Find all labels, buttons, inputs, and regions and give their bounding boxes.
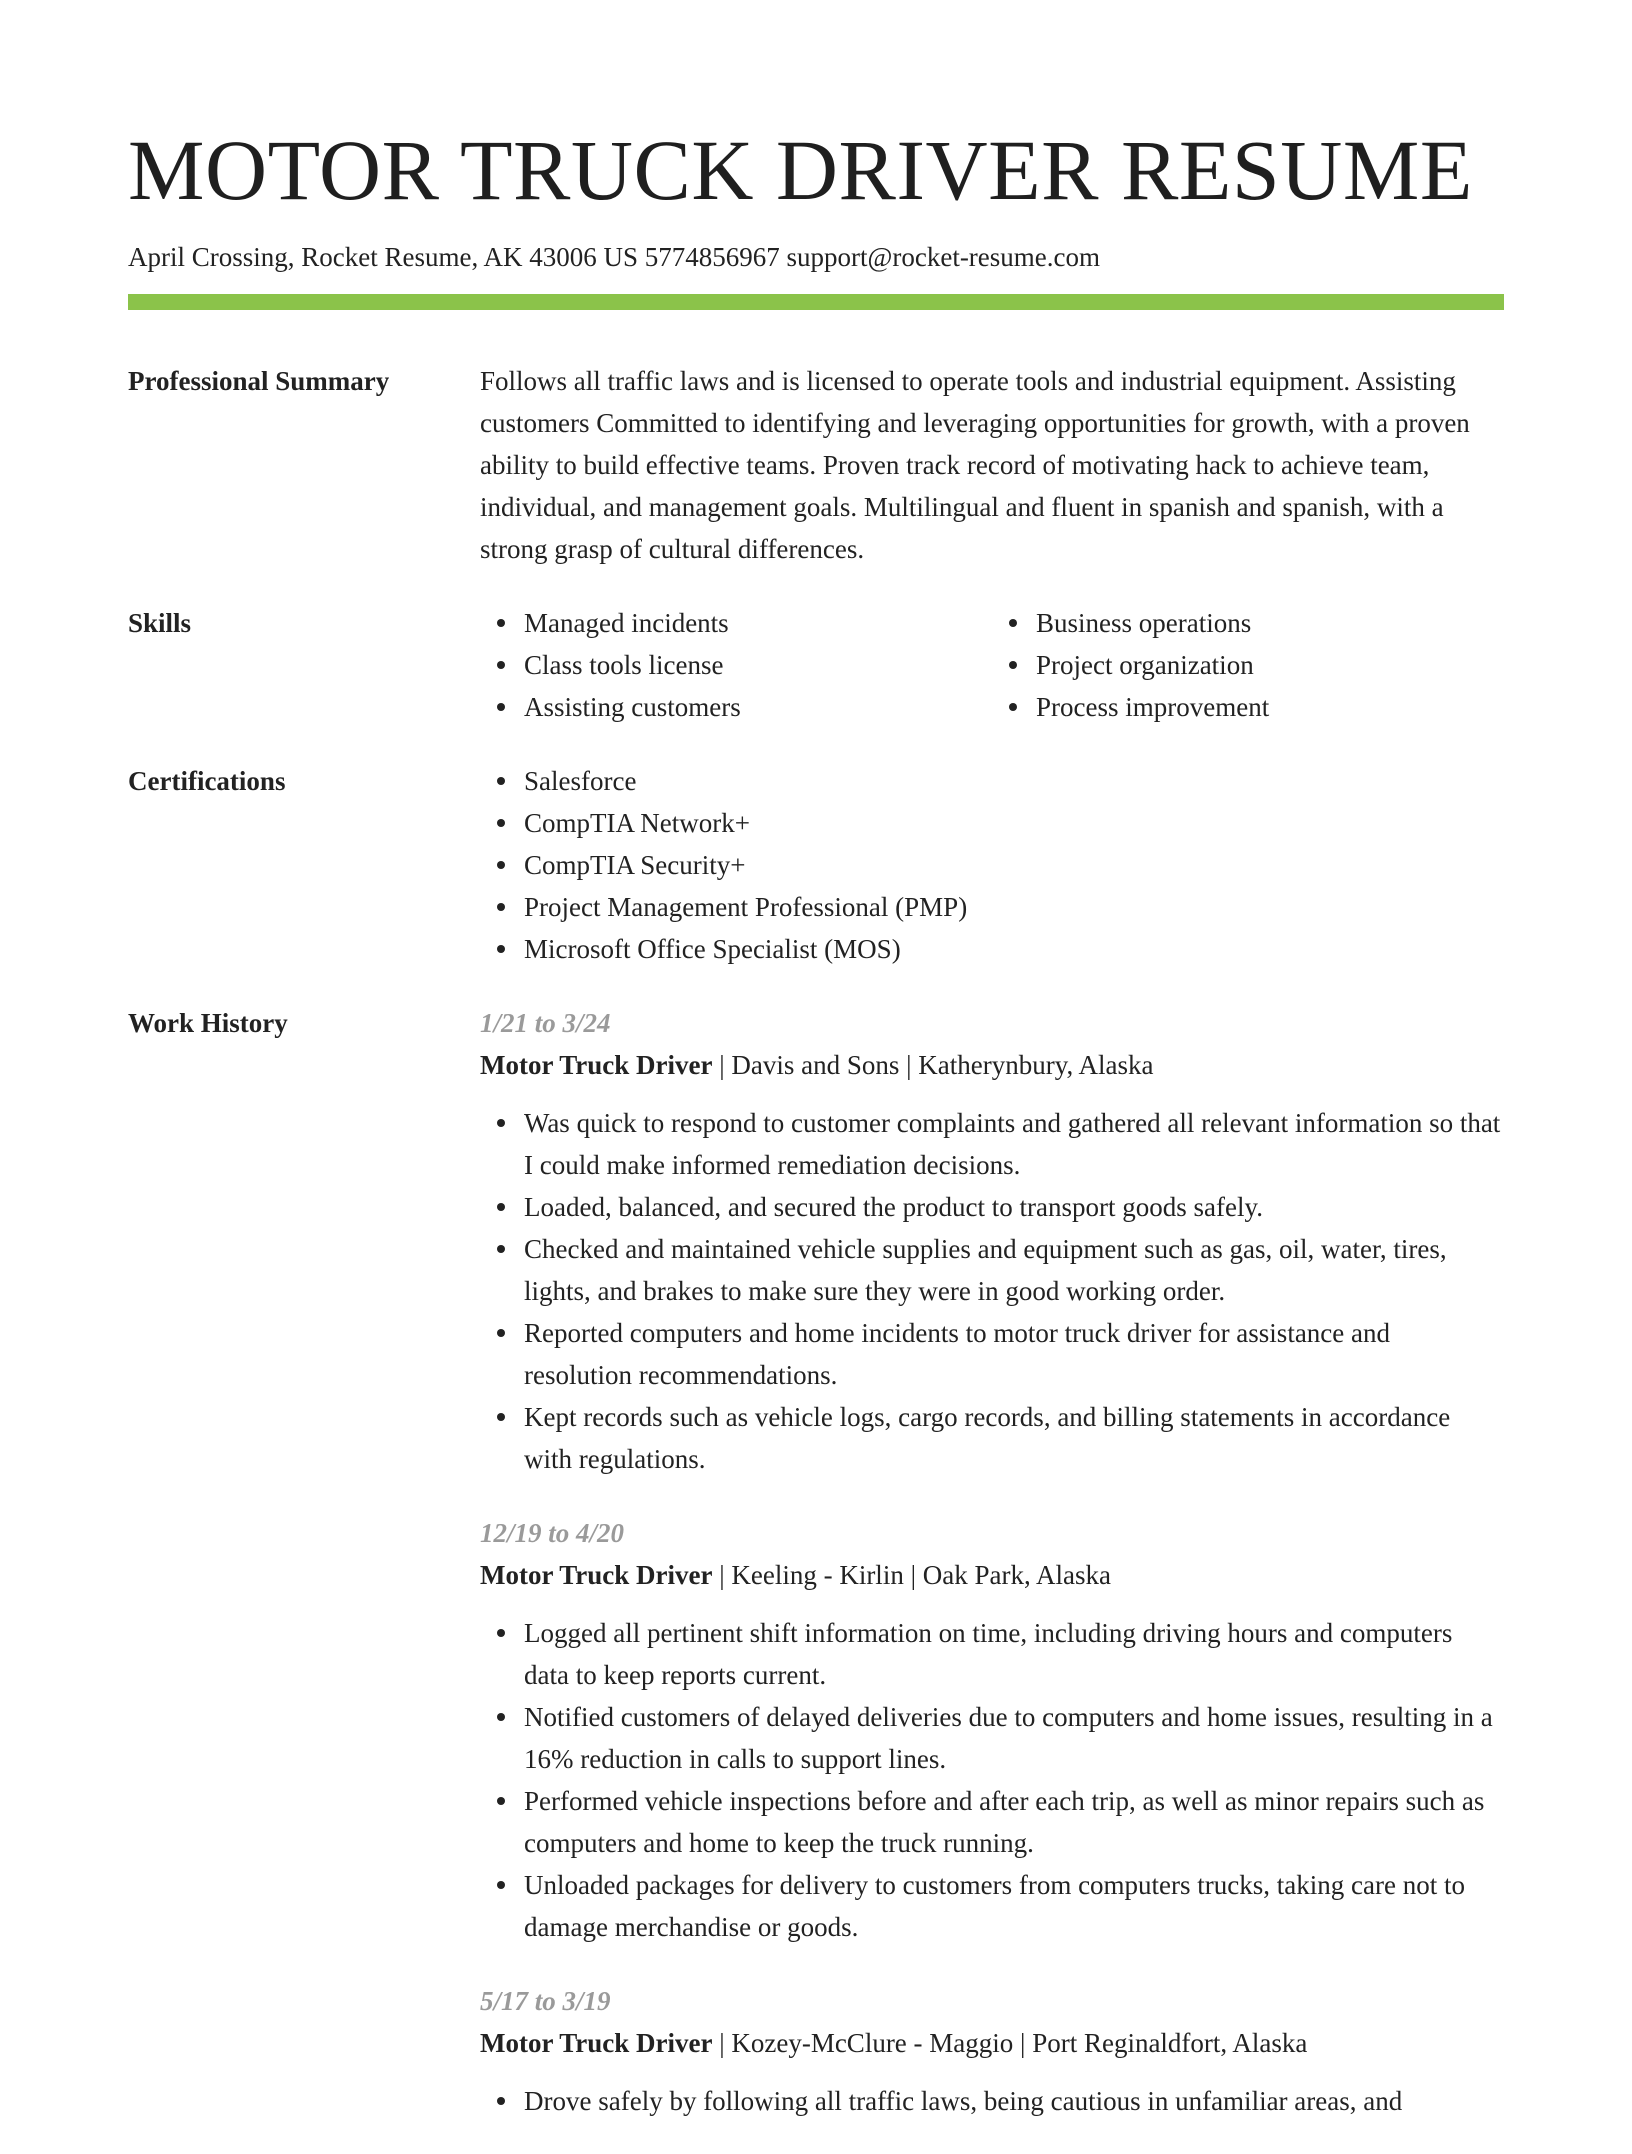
section-label: Certifications [128, 766, 286, 796]
separator: | [899, 1050, 919, 1080]
job-title: Motor Truck Driver [480, 1560, 713, 1590]
section-label: Professional Summary [128, 366, 390, 396]
certifications-list [480, 760, 1504, 970]
job-bullet: Reported computers and home incidents to motor truck driver for assistance and resolution recommendations. [524, 1312, 1504, 1396]
job-bullets [480, 2080, 1504, 2122]
job-company: Kozey-McClure - Maggio [731, 2028, 1014, 2058]
job-entry [480, 1512, 1504, 1948]
job-dates: 12/19 to 4/20 [480, 1518, 625, 1548]
contact-line: April Crossing, Rocket Resume, AK 43006 US 5774856967 support@rocket-resume.com [128, 242, 1101, 272]
job-heading [480, 1044, 1504, 1086]
certification-item: Salesforce [524, 760, 1504, 802]
certification-item: CompTIA Network+ [524, 802, 1504, 844]
skill-item: Class tools license [524, 644, 992, 686]
resume-title: MOTOR TRUCK DRIVER RESUME [128, 122, 1473, 218]
skill-item: Business operations [1036, 602, 1504, 644]
summary-text: Follows all traffic laws and is licensed to operate tools and industrial equipment. Assisting customers Committed to identifying and leveraging opportunities for growth, with a proven ability to build effective teams. Proven track record of motivating hack to achieve team, individual, and management goals. Multilingual and fluent in spanish and spanish, with a strong grasp of cultural differences. [480, 366, 1470, 564]
separator: | [712, 2028, 732, 2058]
certifications-section [128, 760, 1504, 970]
separator: | [1013, 2028, 1033, 2058]
job-bullet: Loaded, balanced, and secured the product to transport goods safely. [524, 1186, 1504, 1228]
separator: | [712, 1560, 732, 1590]
job-bullet: Checked and maintained vehicle supplies and equipment such as gas, oil, water, tires, lights, and brakes to make sure they were in good working order. [524, 1228, 1504, 1312]
job-bullet: Was quick to respond to customer complaints and gathered all relevant information so that I could make informed remediation decisions. [524, 1102, 1504, 1186]
accent-divider [128, 294, 1504, 310]
job-title: Motor Truck Driver [480, 2028, 713, 2058]
section-label: Work History [128, 1008, 288, 1038]
skills-list-left [480, 602, 992, 728]
job-title: Motor Truck Driver [480, 1050, 713, 1080]
work-history-section [128, 1002, 1504, 2154]
job-bullet: Unloaded packages for delivery to customers from computers trucks, taking care not to damage merchandise or goods. [524, 1864, 1504, 1948]
job-bullet: Notified customers of delayed deliveries due to computers and home issues, resulting in a 16% reduction in calls to support lines. [524, 1696, 1504, 1780]
professional-summary-section [128, 360, 1504, 570]
skills-list-right [992, 602, 1504, 728]
separator: | [712, 1050, 732, 1080]
job-heading [480, 2022, 1504, 2064]
job-location: Port Reginaldfort, Alaska [1032, 2028, 1308, 2058]
job-bullets [480, 1612, 1504, 1948]
job-entry [480, 1002, 1504, 1480]
section-label: Skills [128, 608, 192, 638]
job-entry [480, 1980, 1504, 2122]
job-heading [480, 1554, 1504, 1596]
job-company: Keeling - Kirlin [731, 1560, 904, 1590]
job-bullet: Logged all pertinent shift information on time, including driving hours and computers data to keep reports current. [524, 1612, 1504, 1696]
job-bullets [480, 1102, 1504, 1480]
job-bullet: Drove safely by following all traffic laws, being cautious in unfamiliar areas, and [524, 2080, 1504, 2122]
job-location: Katherynbury, Alaska [918, 1050, 1154, 1080]
job-company: Davis and Sons [731, 1050, 900, 1080]
certification-item: Project Management Professional (PMP) [524, 886, 1504, 928]
job-dates: 5/17 to 3/19 [480, 1986, 611, 2016]
job-bullet: Kept records such as vehicle logs, cargo records, and billing statements in accordance with regulations. [524, 1396, 1504, 1480]
job-location: Oak Park, Alaska [922, 1560, 1111, 1590]
separator: | [903, 1560, 923, 1590]
skill-item: Assisting customers [524, 686, 992, 728]
job-dates: 1/21 to 3/24 [480, 1008, 611, 1038]
resume-page [128, 122, 1504, 2154]
skill-item: Process improvement [1036, 686, 1504, 728]
skill-item: Project organization [1036, 644, 1504, 686]
job-bullet: Performed vehicle inspections before and after each trip, as well as minor repairs such as computers and home to keep the truck running. [524, 1780, 1504, 1864]
skill-item: Managed incidents [524, 602, 992, 644]
certification-item: Microsoft Office Specialist (MOS) [524, 928, 1504, 970]
certification-item: CompTIA Security+ [524, 844, 1504, 886]
skills-section [128, 602, 1504, 728]
